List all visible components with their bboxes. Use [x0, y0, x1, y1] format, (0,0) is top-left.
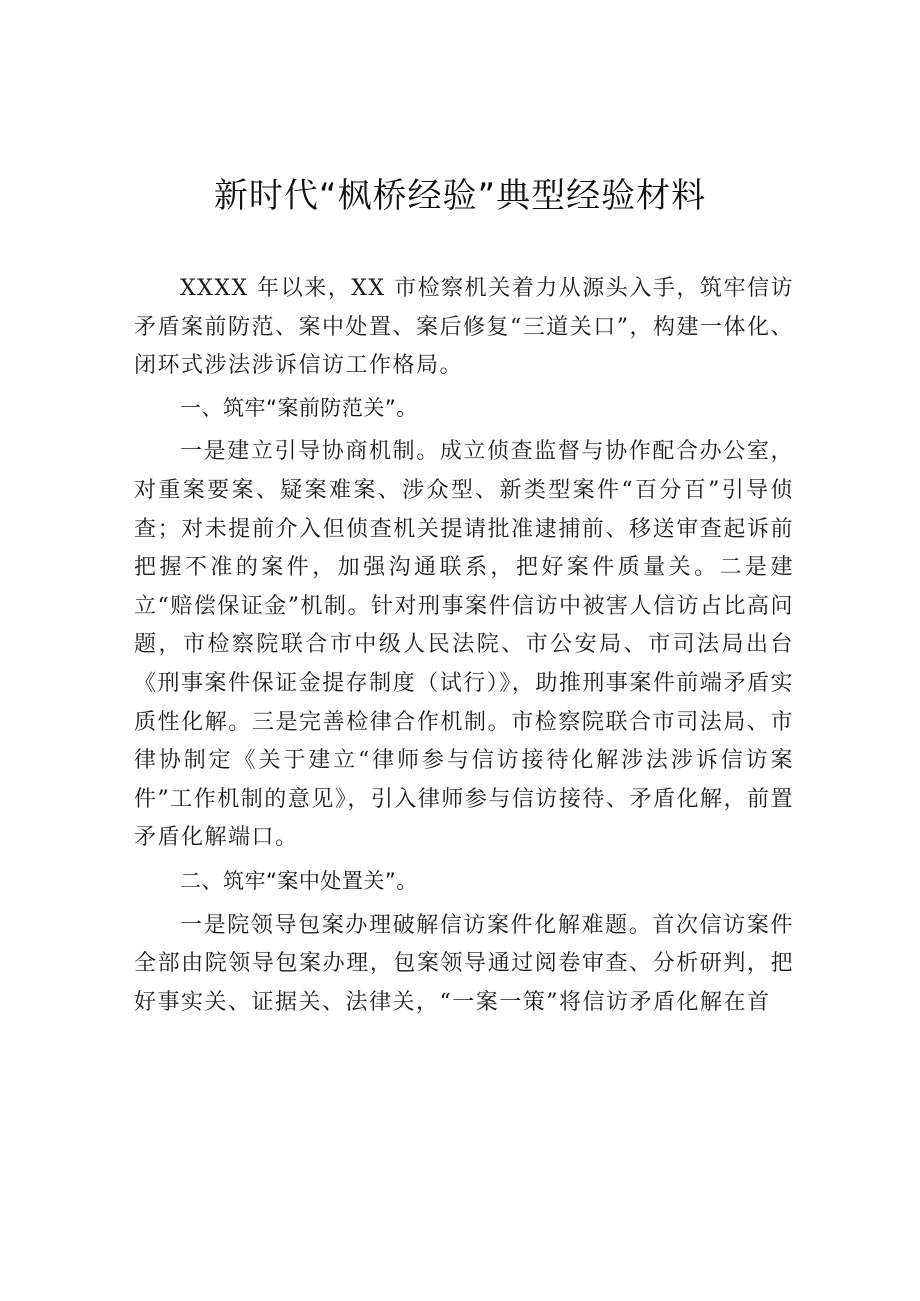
section-heading-1: 一、筑牢“案前防范关”。 — [180, 395, 418, 420]
section-heading-2: 二、筑牢“案中处置关”。 — [180, 868, 418, 893]
section-body-2: 一是院领导包案办理破解信访案件化解难题。首次信访案件全部由院领导包案办理，包案领导通过阅卷审查、分析研判，把好事实关、证据关、法律关，“一案一策”将信访矛盾化解在首 — [134, 912, 794, 1015]
intro-paragraph: XXXX 年以来，XX 市检察机关着力从源头入手，筑牢信访矛盾案前防范、案中处置、案后修复“三道关口”，构建一体化、闭环式涉法涉诉信访工作格局。 — [134, 276, 794, 379]
section-body-1: 一是建立引导协商机制。成立侦查监督与协作配合办公室，对重案要案、疑案难案、涉众型、新类型案件“百分百”引导侦查；对未提前介入但侦查机关提请批准逮捕前、移送审查起诉前把握不准的案件，加强沟通联系，把好案件质量关。二是建立“赔偿保证金”机制。针对刑事案件信访中被害人信访占比高问题，市检察院联合市中级人民法院、市公安局、市司法局出台《刑事案件保证金提存制度（试行）》，助推刑事案件前端矛盾实质性化解。三是完善检律合作机制。市检察院联合市司法局、市律协制定《关于建立“律师参与信访接待化解涉法涉诉信访案件”工作机制的意见》，引入律师参与信访接待、矛盾化解，前置矛盾化解端口。 — [134, 439, 794, 851]
document-body — [134, 270, 794, 1022]
document-title: 新时代“枫桥经验”典型经验材料 — [213, 176, 707, 216]
